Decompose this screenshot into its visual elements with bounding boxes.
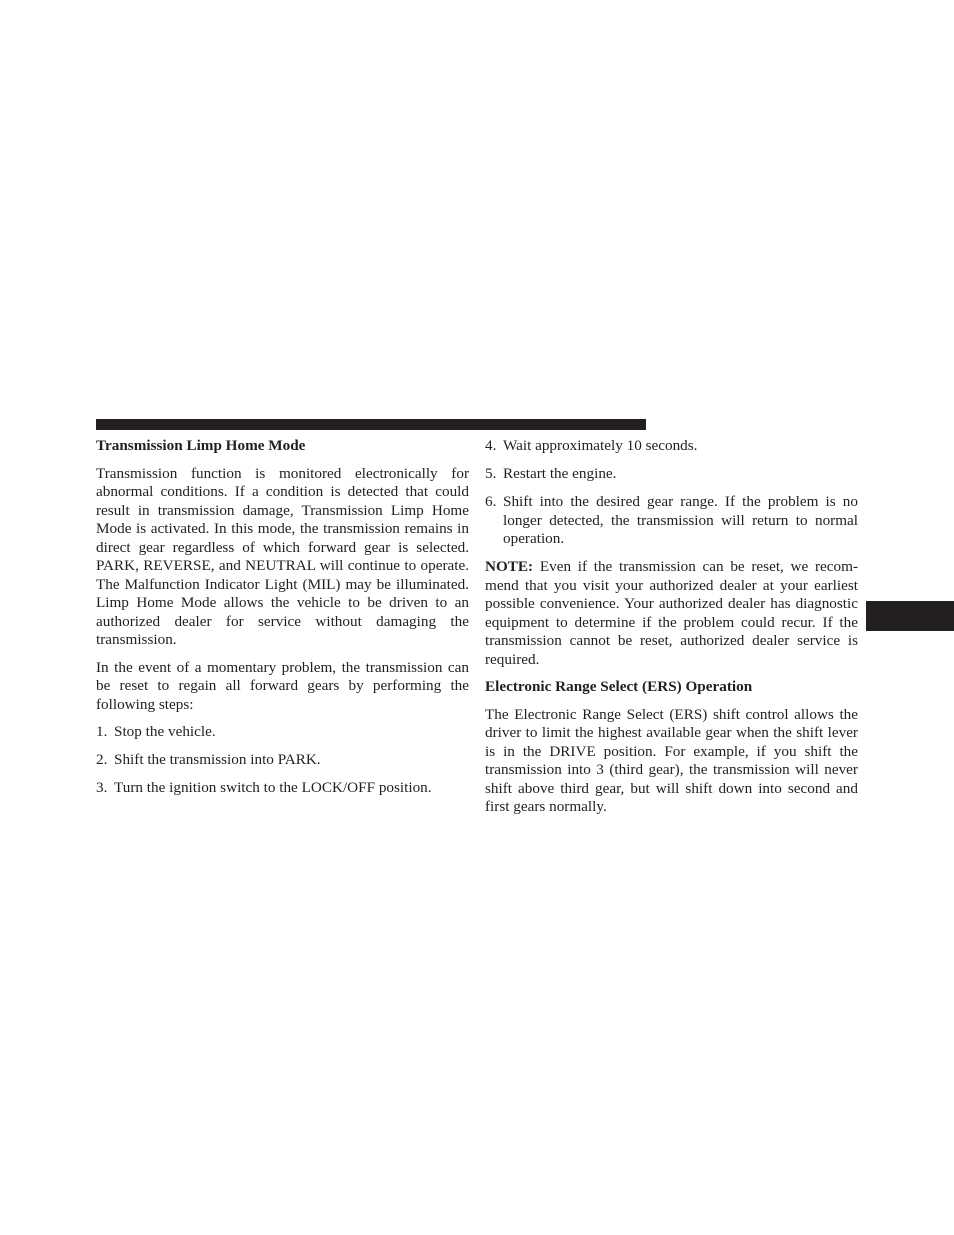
note-paragraph: [485, 558, 858, 669]
top-rule: [96, 419, 646, 430]
step-item: [96, 779, 469, 798]
step-number: 5.: [485, 465, 497, 482]
step-number: 2.: [96, 751, 108, 768]
step-text: Shift into the desired gear range. If the problem is no longer detected, the transmission will return to normal operation.: [503, 493, 858, 547]
section-heading-limp-home: Transmission Limp Home Mode: [96, 437, 306, 454]
section-heading-ers: Electronic Range Select (ERS) Operation: [485, 678, 753, 695]
step-number: 6.: [485, 493, 497, 510]
step-text: Turn the ignition switch to the LOCK/OFF position.: [114, 779, 432, 796]
step-item: [485, 437, 858, 456]
reset-intro: In the event of a momentary problem, the transmission can be reset to regain all forward gears by performing the following steps:: [96, 658, 469, 713]
step-item: [485, 465, 858, 484]
step-item: [96, 751, 469, 770]
step-number: 4.: [485, 437, 497, 454]
limp-home-description: Transmission function is monitored electronically for abnormal conditions. If a condition is detected that could result in transmission damage, Transmission Limp Home Mode is activated. In this mode, the transmission remains in direct gear regardless of which forward gear is selected. PARK, REVERSE, and NEUTRAL will continue to operate. The Malfunction Indicator Light (MIL) may be illuminated. Limp Home Mode allows the vehicle to be driven to an authorized dealer for service without damaging the transmission.: [96, 464, 469, 648]
right-column: [485, 437, 858, 826]
step-text: Stop the vehicle.: [114, 723, 216, 740]
step-text: Shift the transmission into PARK.: [114, 751, 321, 768]
left-column: [96, 437, 469, 807]
step-text: Restart the engine.: [503, 465, 617, 482]
note-text: Even if the transmission can be reset, we recommend that you visit your authorized dealer at your earliest possible convenience. Your authorized dealer has diagnostic equipment to determine if the problem could recur. If the transmission cannot be reset, authorized dealer service is required.: [485, 558, 858, 668]
ers-description: The Electronic Range Select (ERS) shift control allows the driver to limit the highest available gear when the shift lever is in the DRIVE position. For example, if you shift the transmission into 3 (third gear), the transmission will never shift above third gear, but will shift down into second and first gears normally.: [485, 705, 858, 815]
step-item: [96, 723, 469, 742]
step-number: 3.: [96, 779, 108, 796]
section-tab: [866, 601, 954, 631]
step-number: 1.: [96, 723, 108, 740]
step-text: Wait approximately 10 seconds.: [503, 437, 698, 454]
step-item: [485, 493, 858, 549]
note-label: NOTE:: [485, 558, 534, 575]
